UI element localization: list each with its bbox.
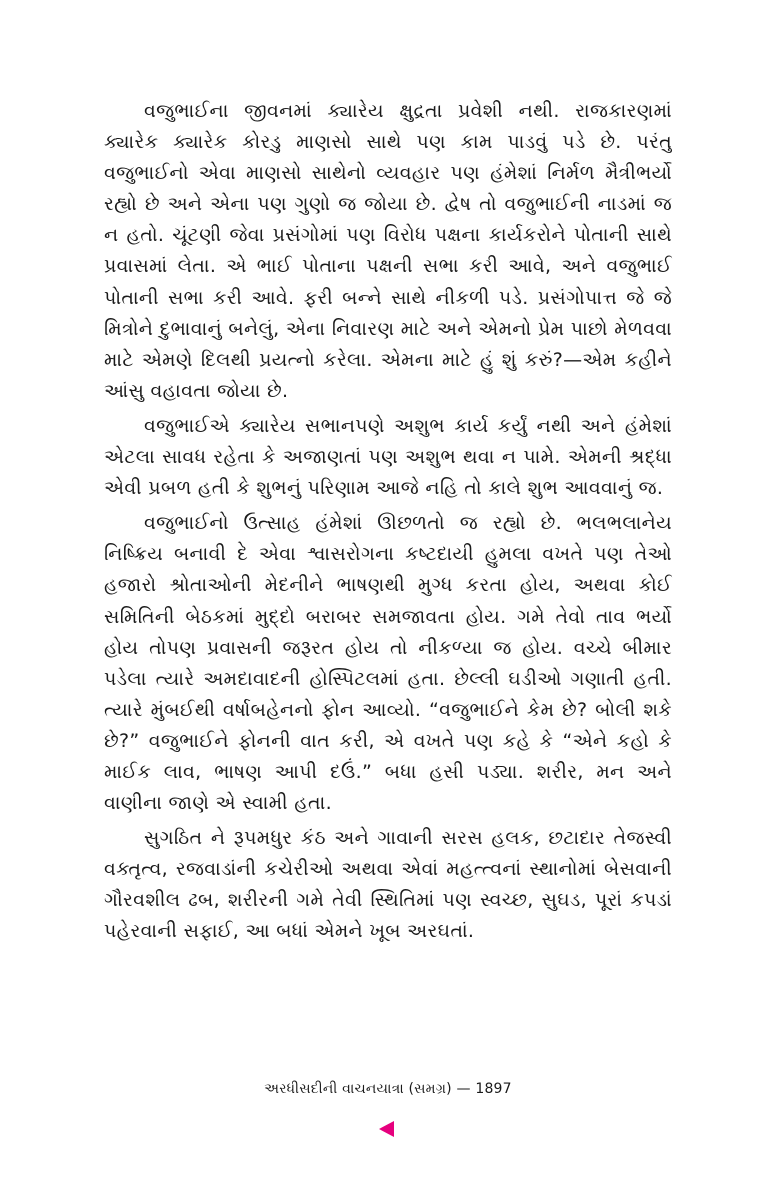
paragraph-2: વજુભાઈએ ક્યારેય સભાનપણે અશુભ કાર્ય કર્યું નથી અને હંમેશાં એટલા સાવધ રહેતા કે અજાણતાં પણ અશુભ થવા ન પામે. એમની શ્રદ્ધા એવી પ્રબળ હતી કે શુભનું પરિણામ આજે નહિ તો કાલે શુભ આવવાનું જ. [104, 414, 672, 500]
paragraph-4: સુગઠિત ને રૂપમધુર કંઠ અને ગાવાની સરસ હલક, છટાદાર તેજસ્વી વક્તૃત્વ, રજવાડાંની કચેરીઓ અથવા એવાં મહત્ત્વનાં સ્થાનોમાં બેસવાની ગૌરવશીલ ઢબ, શરીરની ગમે તેવી સ્થિતિમાં પણ સ્વચ્છ, સુઘડ, પૂરાં કપડાં પહેરવાની સફાઈ, આ બધાં એમને ખૂબ અરઘતાં. [104, 827, 672, 943]
previous-page-arrow-icon[interactable] [379, 1121, 394, 1137]
page-body-text [104, 96, 672, 948]
paragraph-3: વજુભાઈનો ઉત્સાહ હંમેશાં ઊછળતો જ રહ્યો છે. ભલભલાનેય નિષ્ક્રિય બનાવી દે એવા શ્વાસરોગના કષ્ટદાયી હુમલા વખતે પણ તેઓ હજારો શ્રોતાઓની મેદનીને ભાષણથી મુગ્ધ કરતા હોય, અથવા કોઈ સમિતિની બેઠકમાં મુદ્દો બરાબર સમજાવતા હોય. ગમે તેવો તાવ ભર્યો હોય તોપણ પ્રવાસની જરૂરત હોય તો નીકળ્યા જ હોય. વચ્ચે બીમાર પડેલા ત્યારે અમદાવાદની હોસ્પિટલમાં હતા. છેલ્લી ઘડીઓ ગણાતી હતી. ત્યારે મુંબઈથી વર્ષાબહેનનો ફોન આવ્યો. “વજુભાઈને કેમ છે? બોલી શકે છે?” વજુભાઈને ફોનની વાત કરી, એ વખતે પણ કહે કે “એને કહો કે માઈક લાવ, ભાષણ આપી દઉં.” બધા હસી પડ્યા. શરીર, મન અને વાણીના જાણે એ સ્વામી હતા. [104, 512, 672, 815]
page-footer: અરધીસદીની વાચનયાત્રા (સમગ્ર) — 1897 [264, 1081, 512, 1097]
paragraph-1: વજુભાઈના જીવનમાં ક્યારેય ક્ષુદ્રતા પ્રવેશી નથી. રાજકારણમાં ક્યારેક ક્યારેક કોરડુ માણસો સાથે પણ કામ પાડવું પડે છે. પરંતુ વજુભાઈનો એવા માણસો સાથેનો વ્યવહાર પણ હંમેશાં નિર્મળ મૈત્રીભર્યો રહ્યો છે અને એના પણ ગુણો જ જોયા છે. દ્વેષ તો વજુભાઈની નાડમાં જ ન હતો. ચૂંટણી જેવા પ્રસંગોમાં પણ વિરોધ પક્ષના કાર્યકરોને પોતાની સાથે પ્રવાસમાં લેતા. એ ભાઈ પોતાના પક્ષની સભા કરી આવે, અને વજુભાઈ પોતાની સભા કરી આવે. ફરી બન્ને સાથે નીકળી પડે. પ્રસંગોપાત્ત જે જે મિત્રોને દુભાવાનું બનેલું, એના નિવારણ માટે અને એમનો પ્રેમ પાછો મેળવવા માટે એમણે દિલથી પ્રયત્નો કરેલા. એમના માટે હું શું કરું?—એમ કહીને આંસુ વહાવતા જોયા છે. [104, 100, 672, 402]
